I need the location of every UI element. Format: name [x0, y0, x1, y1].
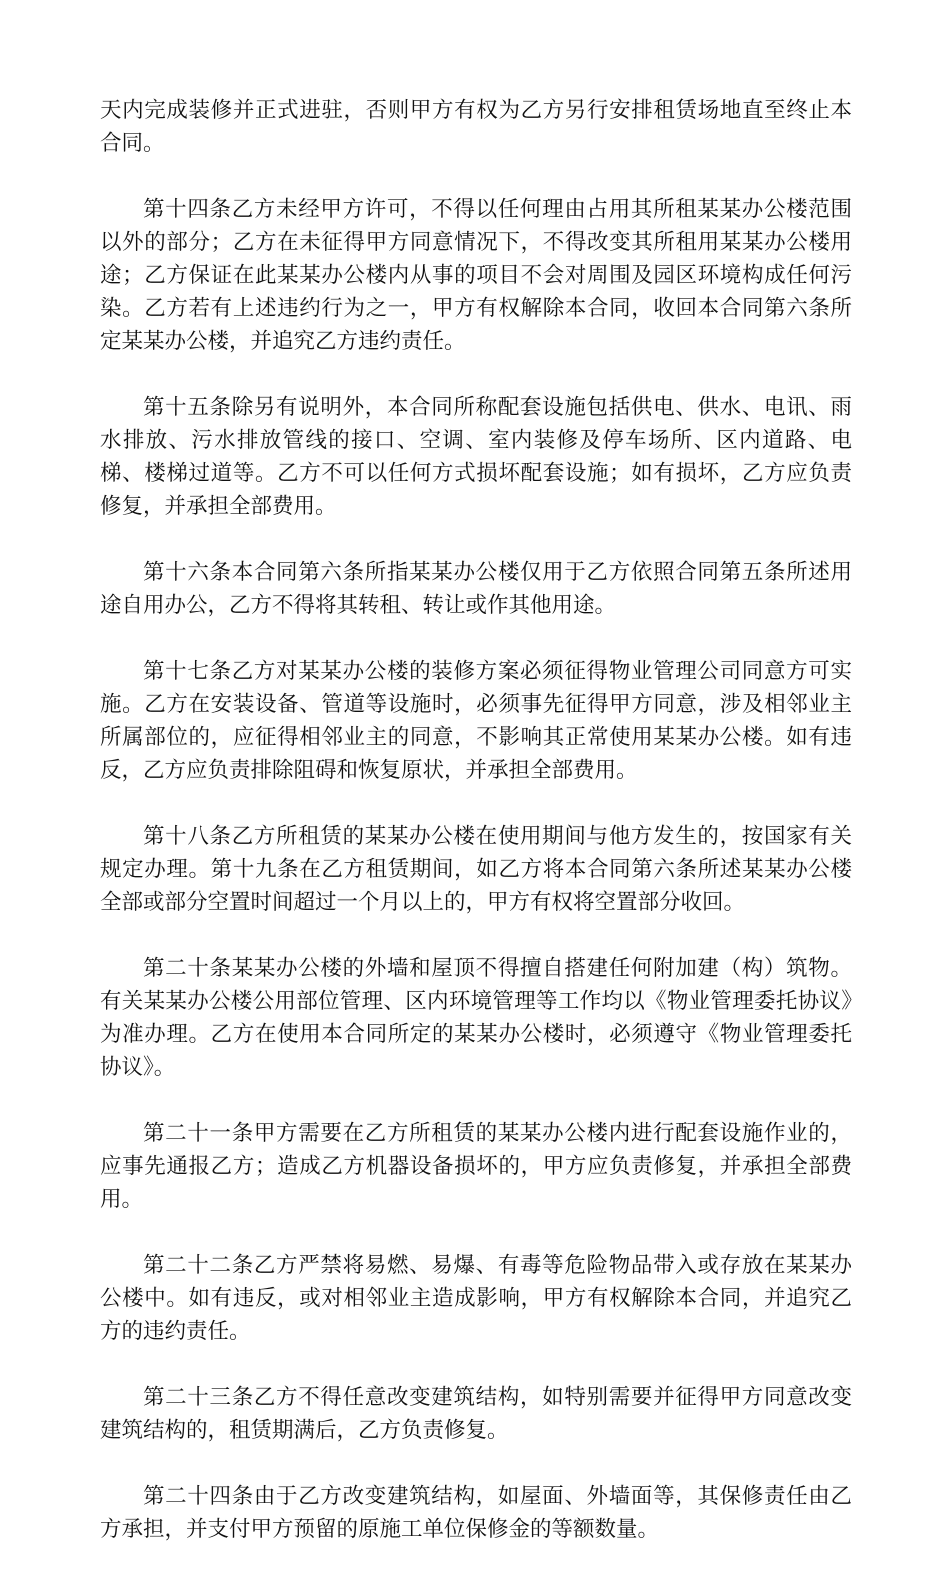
document-page: [100, 94, 852, 1579]
paragraph-article-16: 第十六条本合同第六条所指某某办公楼仅用于乙方依照合同第五条所述用途自用办公，乙方不得将其转租、转让或作其他用途。: [100, 560, 852, 618]
paragraph-article-20: 第二十条某某办公楼的外墙和屋顶不得擅自搭建任何附加建（构）筑物。有关某某办公楼公用部位管理、区内环境管理等工作均以《物业管理委托协议》为准办理。乙方在使用本合同所定的某某办公楼时，必须遵守《物业管理委托协议》。: [100, 956, 852, 1080]
paragraph-article-18-19: 第十八条乙方所租赁的某某办公楼在使用期间与他方发生的，按国家有关规定办理。第十九条在乙方租赁期间，如乙方将本合同第六条所述某某办公楼全部或部分空置时间超过一个月以上的，甲方有权将空置部分收回。: [100, 824, 852, 915]
paragraph-article-14: 第十四条乙方未经甲方许可，不得以任何理由占用其所租某某办公楼范围以外的部分；乙方在未征得甲方同意情况下，不得改变其所租用某某办公楼用途；乙方保证在此某某办公楼内从事的项目不会对周围及园区环境构成任何污染。乙方若有上述违约行为之一，甲方有权解除本合同，收回本合同第六条所定某某办公楼，并追究乙方违约责任。: [100, 197, 852, 354]
paragraph-article-22: 第二十二条乙方严禁将易燃、易爆、有毒等危险物品带入或存放在某某办公楼中。如有违反，或对相邻业主造成影响，甲方有权解除本合同，并追究乙方的违约责任。: [100, 1253, 852, 1344]
paragraph-article-17: 第十七条乙方对某某办公楼的装修方案必须征得物业管理公司同意方可实施。乙方在安装设备、管道等设施时，必须事先征得甲方同意，涉及相邻业主所属部位的，应征得相邻业主的同意，不影响其正常使用某某办公楼。如有违反，乙方应负责排除阻碍和恢复原状，并承担全部费用。: [100, 659, 852, 783]
paragraph-continuation: 天内完成装修并正式进驻，否则甲方有权为乙方另行安排租赁场地直至终止本合同。: [100, 98, 852, 156]
paragraph-article-23: 第二十三条乙方不得任意改变建筑结构，如特别需要并征得甲方同意改变建筑结构的，租赁期满后，乙方负责修复。: [100, 1385, 852, 1443]
paragraph-article-21: 第二十一条甲方需要在乙方所租赁的某某办公楼内进行配套设施作业的，应事先通报乙方；造成乙方机器设备损坏的，甲方应负责修复，并承担全部费用。: [100, 1121, 852, 1212]
paragraph-article-15: 第十五条除另有说明外，本合同所称配套设施包括供电、供水、电讯、雨水排放、污水排放管线的接口、空调、室内装修及停车场所、区内道路、电梯、楼梯过道等。乙方不可以任何方式损坏配套设施；如有损坏，乙方应负责修复，并承担全部费用。: [100, 395, 852, 519]
paragraph-article-24: 第二十四条由于乙方改变建筑结构，如屋面、外墙面等，其保修责任由乙方承担，并支付甲方预留的原施工单位保修金的等额数量。: [100, 1484, 852, 1542]
